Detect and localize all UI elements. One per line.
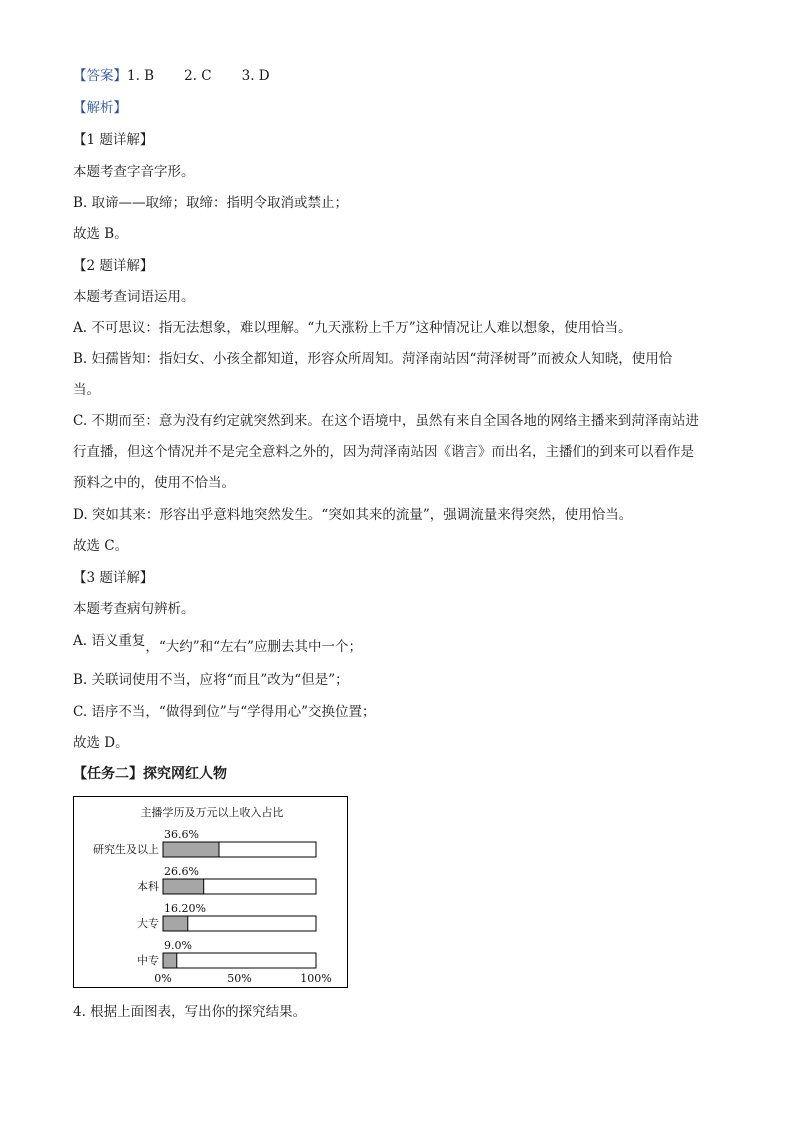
q3-option-a-part1: A. 语义重复: [73, 633, 146, 649]
q2-option-c-line3: 预料之中的，使用不恰当。: [73, 475, 235, 491]
q2-conclusion: 故选 C。: [73, 538, 129, 554]
q1-heading: 【1 题详解】: [73, 132, 154, 148]
education-income-chart: [73, 796, 348, 988]
q3-conclusion: 故选 D。: [73, 735, 129, 751]
bar-value-label: 9.0%: [164, 939, 192, 952]
task2-title: 探究网红人物: [143, 766, 227, 782]
task2-heading: [73, 764, 227, 784]
q1-conclusion: 故选 B。: [73, 226, 128, 242]
q3-option-b: B. 关联词使用不当，应将“而且”改为“但是”；: [73, 672, 349, 688]
q1-detail: B. 取谛——取缔；取缔：指明令取消或禁止；: [73, 195, 349, 211]
q3-option-a-part2: ，“大约”和“左右”应删去其中一个；: [145, 639, 362, 655]
bar-value-label: 26.6%: [164, 865, 199, 878]
x-tick-label: 50%: [227, 972, 252, 985]
category-label: 研究生及以上: [93, 843, 159, 856]
answer-line: [73, 66, 270, 86]
q2-heading: 【2 题详解】: [73, 258, 154, 274]
q3-intro: 本题考查病句辨析。: [73, 601, 195, 617]
answer-item-3: 3. D: [241, 68, 270, 84]
chart-title: 主播学历及万元以上收入占比: [140, 806, 284, 819]
bar-value-label: 16.20%: [164, 902, 206, 915]
q2-option-a: A. 不可思议：指无法想象，难以理解。“九天涨粉上千万”这种情况让人难以想象，使用恰当。: [73, 320, 632, 336]
analysis-tag: 【解析】: [73, 100, 127, 116]
bar: [163, 953, 177, 968]
x-tick-label: 100%: [300, 972, 332, 985]
x-tick-label: 0%: [154, 972, 172, 985]
q2-option-b-line1: B. 妇孺皆知：指妇女、小孩全都知道，形容众所周知。菏泽南站因“菏泽树哥”而被众人知晓，使用恰: [73, 351, 673, 367]
bar-track: [163, 953, 316, 968]
q1-intro: 本题考查字音字形。: [73, 164, 195, 180]
category-label: 中专: [137, 954, 159, 967]
bar: [163, 842, 219, 857]
category-label: 大专: [137, 917, 159, 930]
answer-tag: 【答案】: [73, 68, 127, 84]
task2-bracket: 【任务二】: [73, 766, 143, 782]
bar: [163, 916, 188, 931]
q2-option-c-line2: 行直播，但这个情况并不是完全意料之外的，因为菏泽南站因《谐言》而出名，主播们的到来可以看作是: [73, 444, 694, 460]
answer-item-1: 1. B: [127, 68, 155, 84]
chart-svg: [74, 797, 349, 989]
q2-option-c-line1: C. 不期而至：意为没有约定就突然到来。在这个语境中，虽然有来自全国各地的网络主播来到菏泽南站进: [73, 413, 699, 429]
q3-option-a: [73, 631, 362, 655]
bar: [163, 879, 204, 894]
q2-option-b-line2: 当。: [73, 382, 100, 398]
q2-option-d: D. 突如其来：形容出乎意料地突然发生。“突如其来的流量”，强调流量来得突然，使用恰当。: [73, 507, 633, 523]
question-4: 4. 根据上面图表，写出你的探究结果。: [73, 1004, 307, 1020]
category-label: 本科: [137, 880, 159, 893]
q3-heading: 【3 题详解】: [73, 570, 154, 586]
bar-value-label: 36.6%: [164, 828, 199, 841]
answer-item-2: 2. C: [184, 68, 212, 84]
q2-intro: 本题考查词语运用。: [73, 289, 195, 305]
q3-option-c: C. 语序不当，“做得到位”与“学得用心”交换位置；: [73, 704, 376, 720]
